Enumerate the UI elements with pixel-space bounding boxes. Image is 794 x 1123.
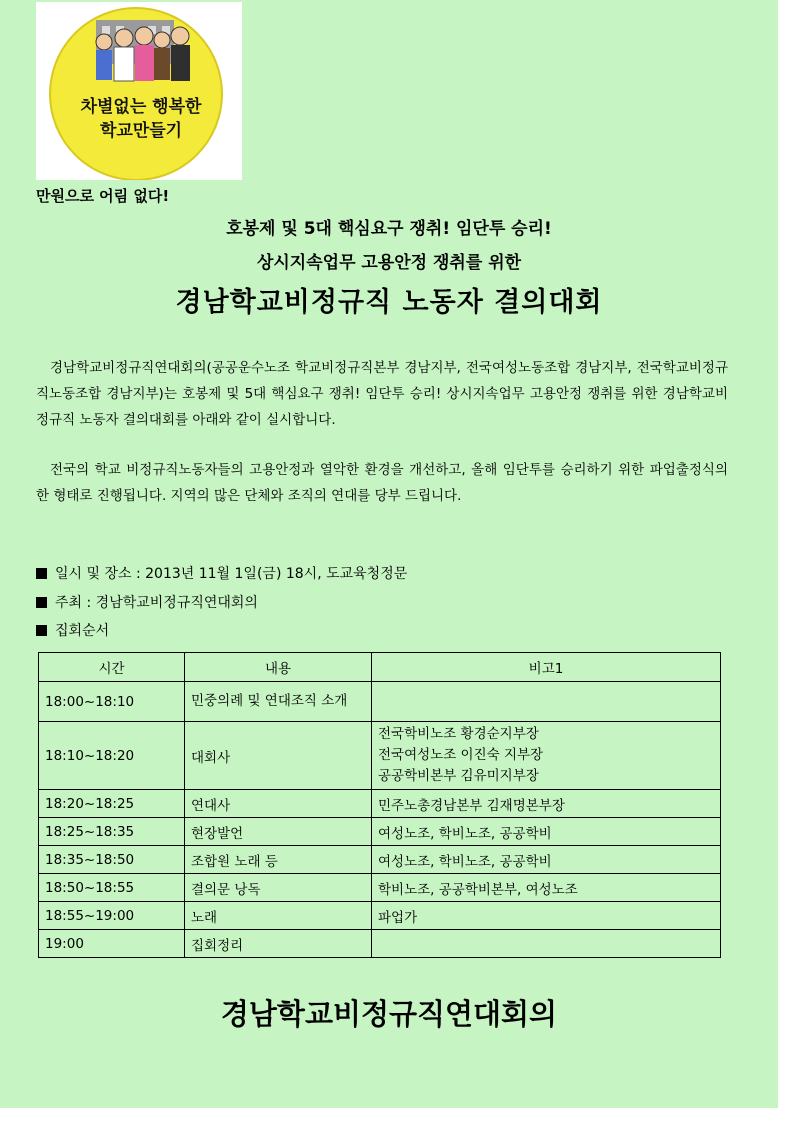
table-row xyxy=(39,902,721,930)
logo-slogan-line1: 차별없는 행복한 xyxy=(80,97,202,117)
order-text: 집회순서 xyxy=(55,623,110,639)
header-note: 비고1 xyxy=(372,653,721,682)
cell-content: 조합원 노래 등 xyxy=(185,846,372,874)
cell-content: 연대사 xyxy=(185,790,372,818)
cell-note xyxy=(372,930,721,958)
campaign-logo xyxy=(36,2,242,180)
motto: 만원으로 어림 없다! xyxy=(36,187,170,205)
organizer-footer: 경남학교비정규직연대회의 xyxy=(220,997,558,1031)
cell-content: 결의문 낭독 xyxy=(185,874,372,902)
cell-time: 18:10~18:20 xyxy=(39,722,185,790)
table-row xyxy=(39,930,721,958)
square-bullet-icon xyxy=(36,568,47,579)
note-line: 전국여성노조 이진숙 지부장 xyxy=(378,747,544,763)
cell-note: 민주노총경남본부 김재명본부장 xyxy=(372,790,721,818)
header-time: 시간 xyxy=(39,653,185,682)
info-host xyxy=(36,592,258,612)
cell-note: 학비노조, 공공학비본부, 여성노조 xyxy=(372,874,721,902)
cell-time: 18:20~18:25 xyxy=(39,790,185,818)
table-row xyxy=(39,846,721,874)
cell-note xyxy=(372,682,721,722)
table-row xyxy=(39,722,721,790)
campaign-logo-illustration xyxy=(36,2,242,180)
cell-content: 현장발언 xyxy=(185,818,372,846)
cell-time: 19:00 xyxy=(39,930,185,958)
cell-content: 노래 xyxy=(185,902,372,930)
cell-time: 18:25~18:35 xyxy=(39,818,185,846)
table-row xyxy=(39,874,721,902)
host-text: 주최 : 경남학교비정규직연대회의 xyxy=(55,595,258,611)
cell-note: 여성노조, 학비노조, 공공학비 xyxy=(372,818,721,846)
date-place-text: 일시 및 장소 : 2013년 11월 1일(금) 18시, 도교육청정문 xyxy=(55,566,408,582)
subtitle-demands: 호봉제 및 5대 핵심요구 쟁취! 임단투 승리! xyxy=(226,219,552,239)
info-order xyxy=(36,620,109,640)
cell-note: 여성노조, 학비노조, 공공학비 xyxy=(372,846,721,874)
cell-note xyxy=(372,722,721,790)
context-paragraph: 전국의 학교 비정규직노동자들의 고용안정과 열악한 환경을 개선하고, 올해 임단투를 승리하기 위한 파업출정식의 한 형태로 진행됩니다. 지역의 많은 단체와 조직의 연대를 당부 드립니다. xyxy=(36,462,728,504)
intro-paragraph: 경남학교비정규직연대회의(공공운수노조 학교비정규직본부 경남지부, 전국여성노동조합 경남지부, 전국학교비정규직노동조합 경남지부)는 호봉제 및 5대 핵심요구 쟁취! 임단투 승리! 상시지속업무 고용안정 쟁취를 위한 경남학교비정규직 노동자 결의대회를 아래와 같이 실시합니다. xyxy=(36,360,728,428)
cell-time: 18:55~19:00 xyxy=(39,902,185,930)
schedule-table xyxy=(38,652,721,958)
cell-content: 집회정리 xyxy=(185,930,372,958)
cell-note: 파업가 xyxy=(372,902,721,930)
table-row xyxy=(39,682,721,722)
cell-time: 18:50~18:55 xyxy=(39,874,185,902)
square-bullet-icon xyxy=(36,597,47,608)
note-line: 공공학비본부 김유미지부장 xyxy=(378,768,539,784)
table-row xyxy=(39,790,721,818)
cell-time: 18:00~18:10 xyxy=(39,682,185,722)
cell-content: 대회사 xyxy=(185,722,372,790)
cell-content: 민중의례 및 연대조직 소개 xyxy=(185,682,372,722)
subtitle-purpose: 상시지속업무 고용안정 쟁취를 위한 xyxy=(256,253,522,273)
info-date-place xyxy=(36,563,407,583)
cell-time: 18:35~18:50 xyxy=(39,846,185,874)
table-row xyxy=(39,818,721,846)
square-bullet-icon xyxy=(36,625,47,636)
logo-slogan-line2: 학교만들기 xyxy=(99,121,183,141)
note-line: 전국학비노조 황경순지부장 xyxy=(378,726,539,742)
page-title: 경남학교비정규직 노동자 결의대회 xyxy=(175,287,603,318)
header-content: 내용 xyxy=(185,653,372,682)
table-header-row xyxy=(39,653,721,682)
